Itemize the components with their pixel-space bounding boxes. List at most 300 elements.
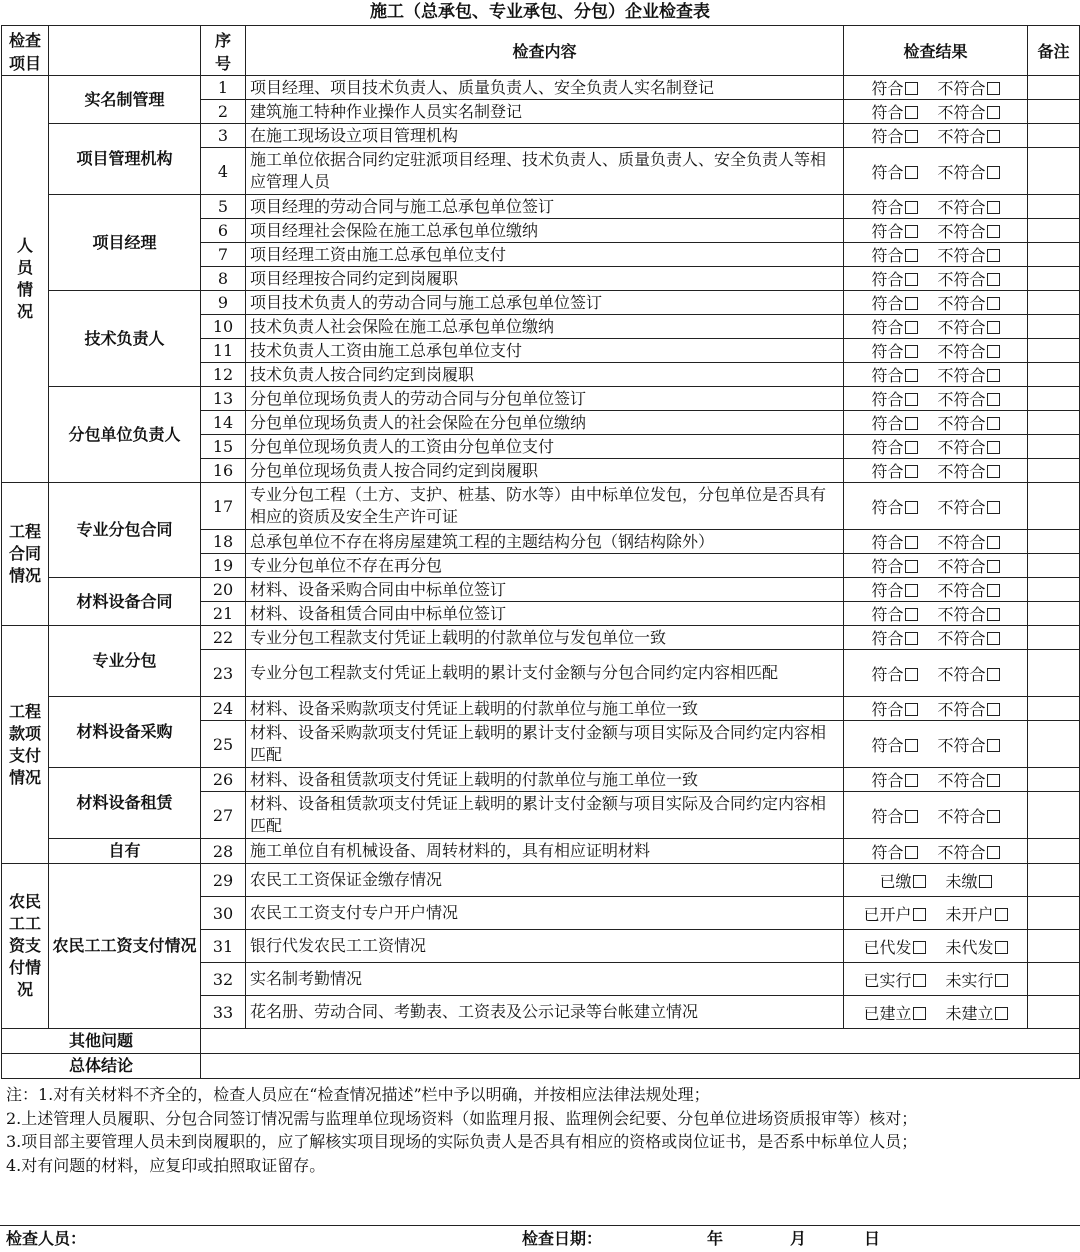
category-cell: 人 员 情 况 bbox=[2, 76, 49, 483]
row-content: 项目经理工资由施工总承包单位支付 bbox=[246, 243, 844, 267]
option-negative: 不符合 bbox=[937, 605, 986, 624]
result-cell bbox=[844, 411, 1028, 435]
row-content: 项目经理的劳动合同与施工总承包单位签订 bbox=[246, 195, 844, 219]
row-content: 分包单位现场负责人的劳动合同与分包单位签订 bbox=[246, 387, 844, 411]
date-label: 检查日期： bbox=[522, 1229, 603, 1248]
row-index: 33 bbox=[201, 996, 246, 1029]
option-positive: 已代发 bbox=[863, 937, 912, 957]
checkbox-negative[interactable] bbox=[987, 166, 1000, 179]
result-cell bbox=[844, 650, 1028, 697]
remark-cell bbox=[1028, 411, 1080, 435]
header-category: 检查 项目 bbox=[2, 26, 49, 76]
row-index: 27 bbox=[201, 792, 246, 839]
subcategory-cell: 农民工工资支付情况 bbox=[49, 864, 201, 1029]
checkbox-positive[interactable] bbox=[905, 739, 918, 752]
checkbox-negative[interactable] bbox=[987, 501, 1000, 514]
remark-cell bbox=[1028, 459, 1080, 483]
table-row bbox=[2, 626, 1080, 650]
subcategory-cell: 专业分包 bbox=[49, 626, 201, 697]
row-content: 建筑施工特种作业操作人员实名制登记 bbox=[246, 100, 844, 124]
year-label: 年 bbox=[707, 1229, 724, 1248]
option-positive: 符合 bbox=[871, 270, 904, 289]
row-index: 20 bbox=[201, 578, 246, 602]
checkbox-positive[interactable] bbox=[905, 106, 918, 119]
row-content: 农民工工资支付专户开户情况 bbox=[246, 897, 844, 930]
checkbox-positive[interactable] bbox=[913, 941, 926, 954]
option-positive: 符合 bbox=[871, 581, 904, 600]
subcategory-cell: 项目管理机构 bbox=[49, 124, 201, 195]
checkbox-positive[interactable] bbox=[905, 560, 918, 573]
table-row bbox=[2, 483, 1080, 530]
row-index: 17 bbox=[201, 483, 246, 530]
row-index: 4 bbox=[201, 148, 246, 195]
row-index: 11 bbox=[201, 339, 246, 363]
result-cell bbox=[844, 554, 1028, 578]
checkbox-negative[interactable] bbox=[987, 584, 1000, 597]
remark-cell bbox=[1028, 363, 1080, 387]
option-positive: 符合 bbox=[871, 771, 904, 790]
checkbox-negative[interactable] bbox=[987, 82, 1000, 95]
option-negative: 不符合 bbox=[937, 390, 986, 409]
subcategory-cell: 材料设备采购 bbox=[49, 697, 201, 768]
option-positive: 符合 bbox=[871, 103, 904, 122]
note-1: 注：1.对有关材料不齐全的，检查人员应在“检查情况描述”栏中予以明确，并按相应法律法规处理； bbox=[6, 1085, 710, 1104]
remark-cell bbox=[1028, 697, 1080, 721]
category-cell: 农民 工工 资支 付情 况 bbox=[2, 864, 49, 1029]
table-row bbox=[2, 291, 1080, 315]
conclusion-field[interactable] bbox=[201, 1054, 1080, 1079]
option-negative: 未开户 bbox=[945, 904, 994, 924]
row-index: 25 bbox=[201, 721, 246, 768]
remark-cell bbox=[1028, 897, 1080, 930]
other-row bbox=[2, 1029, 1080, 1054]
checkbox-positive[interactable] bbox=[905, 441, 918, 454]
subcategory-cell: 实名制管理 bbox=[49, 76, 201, 124]
checkbox-negative[interactable] bbox=[987, 536, 1000, 549]
checkbox-positive[interactable] bbox=[905, 417, 918, 430]
result-cell bbox=[844, 963, 1028, 996]
checkbox-negative[interactable] bbox=[987, 369, 1000, 382]
row-index: 26 bbox=[201, 768, 246, 792]
checkbox-positive[interactable] bbox=[905, 703, 918, 716]
result-cell bbox=[844, 930, 1028, 963]
option-negative: 不符合 bbox=[937, 700, 986, 719]
option-positive: 符合 bbox=[871, 842, 904, 862]
option-positive: 符合 bbox=[871, 438, 904, 457]
remark-cell bbox=[1028, 267, 1080, 291]
table-header-row bbox=[2, 26, 1080, 76]
checkbox-positive[interactable] bbox=[905, 668, 918, 681]
subcategory-cell: 技术负责人 bbox=[49, 291, 201, 387]
checkbox-positive[interactable] bbox=[905, 321, 918, 334]
remark-cell bbox=[1028, 435, 1080, 459]
option-negative: 不符合 bbox=[937, 162, 986, 182]
checkbox-positive[interactable] bbox=[905, 774, 918, 787]
checkbox-positive[interactable] bbox=[913, 875, 926, 888]
option-positive: 已开户 bbox=[863, 904, 912, 924]
option-negative: 不符合 bbox=[937, 497, 986, 517]
month-label: 月 bbox=[790, 1229, 807, 1248]
option-positive: 符合 bbox=[871, 664, 904, 684]
option-positive: 符合 bbox=[871, 79, 904, 98]
option-negative: 不符合 bbox=[937, 270, 986, 289]
result-cell bbox=[844, 626, 1028, 650]
row-index: 5 bbox=[201, 195, 246, 219]
result-cell bbox=[844, 530, 1028, 554]
page-title: 施工（总承包、专业承包、分包）企业检查表 bbox=[370, 2, 710, 22]
checkbox-positive[interactable] bbox=[905, 465, 918, 478]
checkbox-negative[interactable] bbox=[987, 465, 1000, 478]
option-positive: 符合 bbox=[871, 414, 904, 433]
subcategory-cell: 专业分包合同 bbox=[49, 483, 201, 578]
row-content: 材料、设备租赁款项支付凭证上载明的累计支付金额与项目实际及合同约定内容相匹配 bbox=[246, 792, 844, 839]
option-positive: 符合 bbox=[871, 198, 904, 217]
remark-cell bbox=[1028, 602, 1080, 626]
checkbox-negative[interactable] bbox=[995, 1007, 1008, 1020]
row-index: 30 bbox=[201, 897, 246, 930]
option-negative: 不符合 bbox=[937, 629, 986, 648]
row-content: 专业分包工程款支付凭证上载明的累计支付金额与分包合同约定内容相匹配 bbox=[246, 650, 844, 697]
option-positive: 符合 bbox=[871, 629, 904, 648]
option-negative: 未建立 bbox=[945, 1003, 994, 1023]
remark-cell bbox=[1028, 963, 1080, 996]
row-index: 14 bbox=[201, 411, 246, 435]
remark-cell bbox=[1028, 650, 1080, 697]
checkbox-negative[interactable] bbox=[987, 106, 1000, 119]
option-negative: 不符合 bbox=[937, 246, 986, 265]
remark-cell bbox=[1028, 768, 1080, 792]
row-index: 12 bbox=[201, 363, 246, 387]
row-content: 技术负责人工资由施工总承包单位支付 bbox=[246, 339, 844, 363]
result-cell bbox=[844, 721, 1028, 768]
checkbox-positive[interactable] bbox=[905, 249, 918, 262]
remark-cell bbox=[1028, 339, 1080, 363]
remark-cell bbox=[1028, 100, 1080, 124]
checkbox-negative[interactable] bbox=[987, 560, 1000, 573]
option-negative: 不符合 bbox=[937, 414, 986, 433]
option-negative: 不符合 bbox=[937, 318, 986, 337]
checkbox-negative[interactable] bbox=[987, 249, 1000, 262]
remark-cell bbox=[1028, 530, 1080, 554]
checkbox-positive[interactable] bbox=[905, 632, 918, 645]
option-negative: 不符合 bbox=[937, 533, 986, 552]
header-remark: 备注 bbox=[1028, 26, 1080, 76]
other-issues-field[interactable] bbox=[201, 1029, 1080, 1054]
row-content: 专业分包单位不存在再分包 bbox=[246, 554, 844, 578]
checkbox-positive[interactable] bbox=[905, 130, 918, 143]
subcategory-cell: 材料设备合同 bbox=[49, 578, 201, 626]
row-index: 22 bbox=[201, 626, 246, 650]
row-index: 6 bbox=[201, 219, 246, 243]
option-negative: 不符合 bbox=[937, 222, 986, 241]
result-cell bbox=[844, 387, 1028, 411]
result-cell bbox=[844, 124, 1028, 148]
row-content: 项目技术负责人的劳动合同与施工总承包单位签订 bbox=[246, 291, 844, 315]
row-index: 2 bbox=[201, 100, 246, 124]
result-cell bbox=[844, 897, 1028, 930]
row-content: 分包单位现场负责人按合同约定到岗履职 bbox=[246, 459, 844, 483]
checkbox-negative[interactable] bbox=[987, 345, 1000, 358]
checkbox-positive[interactable] bbox=[905, 345, 918, 358]
row-index: 10 bbox=[201, 315, 246, 339]
result-cell bbox=[844, 195, 1028, 219]
option-negative: 不符合 bbox=[937, 462, 986, 481]
row-index: 13 bbox=[201, 387, 246, 411]
option-negative: 不符合 bbox=[937, 198, 986, 217]
row-content: 在施工现场设立项目管理机构 bbox=[246, 124, 844, 148]
remark-cell bbox=[1028, 243, 1080, 267]
remark-cell bbox=[1028, 626, 1080, 650]
option-negative: 不符合 bbox=[937, 664, 986, 684]
checkbox-negative[interactable] bbox=[987, 703, 1000, 716]
row-content: 材料、设备租赁款项支付凭证上载明的付款单位与施工单位一致 bbox=[246, 768, 844, 792]
checkbox-positive[interactable] bbox=[905, 273, 918, 286]
remark-cell bbox=[1028, 148, 1080, 195]
checkbox-negative[interactable] bbox=[987, 441, 1000, 454]
result-cell bbox=[844, 768, 1028, 792]
remark-cell bbox=[1028, 195, 1080, 219]
row-index: 28 bbox=[201, 839, 246, 864]
result-cell bbox=[844, 339, 1028, 363]
checkbox-positive[interactable] bbox=[905, 501, 918, 514]
option-negative: 不符合 bbox=[937, 557, 986, 576]
option-positive: 符合 bbox=[871, 700, 904, 719]
checkbox-positive[interactable] bbox=[905, 225, 918, 238]
row-content: 材料、设备采购款项支付凭证上载明的累计支付金额与项目实际及合同约定内容相匹配 bbox=[246, 721, 844, 768]
result-cell bbox=[844, 839, 1028, 864]
row-index: 31 bbox=[201, 930, 246, 963]
row-content: 项目经理社会保险在施工总承包单位缴纳 bbox=[246, 219, 844, 243]
row-content: 施工单位依据合同约定驻派项目经理、技术负责人、质量负责人、安全负责人等相应管理人员 bbox=[246, 148, 844, 195]
option-negative: 未缴 bbox=[945, 871, 978, 891]
option-positive: 符合 bbox=[871, 246, 904, 265]
table-row bbox=[2, 387, 1080, 411]
remark-cell bbox=[1028, 315, 1080, 339]
inspection-table bbox=[1, 25, 1080, 1079]
conclusion-row bbox=[2, 1054, 1080, 1079]
checkbox-negative[interactable] bbox=[987, 225, 1000, 238]
option-negative: 不符合 bbox=[937, 581, 986, 600]
header-result: 检查结果 bbox=[844, 26, 1028, 76]
row-content: 实名制考勤情况 bbox=[246, 963, 844, 996]
option-positive: 符合 bbox=[871, 162, 904, 182]
option-negative: 不符合 bbox=[937, 806, 986, 826]
row-index: 32 bbox=[201, 963, 246, 996]
table-row bbox=[2, 697, 1080, 721]
checkbox-negative[interactable] bbox=[987, 739, 1000, 752]
table-row bbox=[2, 864, 1080, 897]
option-positive: 符合 bbox=[871, 462, 904, 481]
result-cell bbox=[844, 243, 1028, 267]
result-cell bbox=[844, 459, 1028, 483]
checkbox-positive[interactable] bbox=[905, 82, 918, 95]
row-content: 项目经理按合同约定到岗履职 bbox=[246, 267, 844, 291]
checkbox-negative[interactable] bbox=[987, 632, 1000, 645]
option-negative: 不符合 bbox=[937, 294, 986, 313]
checkbox-positive[interactable] bbox=[905, 201, 918, 214]
table-row bbox=[2, 195, 1080, 219]
checkbox-negative[interactable] bbox=[987, 321, 1000, 334]
option-positive: 符合 bbox=[871, 222, 904, 241]
checkbox-negative[interactable] bbox=[987, 130, 1000, 143]
option-positive: 已建立 bbox=[863, 1003, 912, 1023]
remark-cell bbox=[1028, 76, 1080, 100]
option-positive: 符合 bbox=[871, 294, 904, 313]
checkbox-positive[interactable] bbox=[905, 810, 918, 823]
checkbox-negative[interactable] bbox=[995, 974, 1008, 987]
row-content: 花名册、劳动合同、考勤表、工资表及公示记录等台帐建立情况 bbox=[246, 996, 844, 1029]
row-content: 分包单位现场负责人的社会保险在分包单位缴纳 bbox=[246, 411, 844, 435]
category-cell: 工程 款项 支付 情况 bbox=[2, 626, 49, 864]
remark-cell bbox=[1028, 124, 1080, 148]
row-index: 7 bbox=[201, 243, 246, 267]
remark-cell bbox=[1028, 219, 1080, 243]
option-negative: 未代发 bbox=[945, 937, 994, 957]
remark-cell bbox=[1028, 291, 1080, 315]
checkbox-negative[interactable] bbox=[979, 875, 992, 888]
option-positive: 符合 bbox=[871, 533, 904, 552]
row-content: 材料、设备采购款项支付凭证上载明的付款单位与施工单位一致 bbox=[246, 697, 844, 721]
conclusion-label: 总体结论 bbox=[2, 1054, 201, 1079]
row-content: 材料、设备租赁合同由中标单位签订 bbox=[246, 602, 844, 626]
checkbox-positive[interactable] bbox=[905, 584, 918, 597]
subcategory-cell: 项目经理 bbox=[49, 195, 201, 291]
option-negative: 不符合 bbox=[937, 366, 986, 385]
row-index: 29 bbox=[201, 864, 246, 897]
result-cell bbox=[844, 578, 1028, 602]
row-index: 3 bbox=[201, 124, 246, 148]
checkbox-positive[interactable] bbox=[905, 608, 918, 621]
subcategory-cell: 分包单位负责人 bbox=[49, 387, 201, 483]
remark-cell bbox=[1028, 554, 1080, 578]
option-negative: 不符合 bbox=[937, 342, 986, 361]
option-negative: 不符合 bbox=[937, 438, 986, 457]
option-positive: 已实行 bbox=[863, 970, 912, 990]
checkbox-negative[interactable] bbox=[987, 846, 1000, 859]
row-index: 24 bbox=[201, 697, 246, 721]
result-cell bbox=[844, 291, 1028, 315]
result-cell bbox=[844, 483, 1028, 530]
checkbox-negative[interactable] bbox=[987, 608, 1000, 621]
row-content: 技术负责人按合同约定到岗履职 bbox=[246, 363, 844, 387]
checkbox-negative[interactable] bbox=[987, 393, 1000, 406]
option-positive: 符合 bbox=[871, 557, 904, 576]
checkbox-negative[interactable] bbox=[987, 668, 1000, 681]
option-negative: 不符合 bbox=[937, 842, 986, 862]
note-3: 3.项目部主要管理人员未到岗履职的，应了解核实项目现场的实际负责人是否具有相应的资格或岗位证书，是否系中标单位人员； bbox=[6, 1132, 918, 1151]
remark-cell bbox=[1028, 864, 1080, 897]
row-index: 1 bbox=[201, 76, 246, 100]
row-index: 15 bbox=[201, 435, 246, 459]
option-positive: 符合 bbox=[871, 342, 904, 361]
row-content: 银行代发农民工工资情况 bbox=[246, 930, 844, 963]
table-row bbox=[2, 839, 1080, 864]
option-positive: 符合 bbox=[871, 735, 904, 755]
notes bbox=[0, 1079, 1080, 1225]
remark-cell bbox=[1028, 387, 1080, 411]
row-index: 21 bbox=[201, 602, 246, 626]
result-cell bbox=[844, 315, 1028, 339]
option-negative: 未实行 bbox=[945, 970, 994, 990]
checkbox-negative[interactable] bbox=[987, 201, 1000, 214]
checkbox-negative[interactable] bbox=[987, 297, 1000, 310]
result-cell bbox=[844, 996, 1028, 1029]
remark-cell bbox=[1028, 483, 1080, 530]
checkbox-negative[interactable] bbox=[987, 417, 1000, 430]
row-index: 9 bbox=[201, 291, 246, 315]
checkbox-positive[interactable] bbox=[905, 369, 918, 382]
option-negative: 不符合 bbox=[937, 127, 986, 146]
checkbox-negative[interactable] bbox=[987, 810, 1000, 823]
checkbox-negative[interactable] bbox=[987, 273, 1000, 286]
checkbox-positive[interactable] bbox=[905, 166, 918, 179]
checkbox-negative[interactable] bbox=[995, 908, 1008, 921]
row-index: 16 bbox=[201, 459, 246, 483]
row-index: 23 bbox=[201, 650, 246, 697]
checkbox-positive[interactable] bbox=[913, 974, 926, 987]
result-cell bbox=[844, 219, 1028, 243]
row-content: 分包单位现场负责人的工资由分包单位支付 bbox=[246, 435, 844, 459]
option-negative: 不符合 bbox=[937, 735, 986, 755]
remark-cell bbox=[1028, 578, 1080, 602]
result-cell bbox=[844, 602, 1028, 626]
row-content: 专业分包工程（土方、支护、桩基、防水等）由中标单位发包，分包单位是否具有相应的资质及安全生产许可证 bbox=[246, 483, 844, 530]
footer bbox=[0, 1225, 1080, 1252]
option-negative: 不符合 bbox=[937, 103, 986, 122]
row-content: 总承包单位不存在将房屋建筑工程的主题结构分包（钢结构除外） bbox=[246, 530, 844, 554]
row-index: 18 bbox=[201, 530, 246, 554]
checkbox-negative[interactable] bbox=[995, 941, 1008, 954]
row-content: 施工单位自有机械设备、周转材料的，具有相应证明材料 bbox=[246, 839, 844, 864]
result-cell bbox=[844, 697, 1028, 721]
option-positive: 符合 bbox=[871, 497, 904, 517]
result-cell bbox=[844, 267, 1028, 291]
category-cell: 工程 合同 情况 bbox=[2, 483, 49, 626]
option-positive: 符合 bbox=[871, 390, 904, 409]
result-cell bbox=[844, 76, 1028, 100]
checkbox-positive[interactable] bbox=[905, 393, 918, 406]
other-issues-label: 其他问题 bbox=[2, 1029, 201, 1054]
header-content: 检查内容 bbox=[246, 26, 844, 76]
option-positive: 符合 bbox=[871, 366, 904, 385]
note-4: 4.对有问题的材料，应复印或拍照取证留存。 bbox=[6, 1155, 326, 1175]
header-index: 序 号 bbox=[201, 26, 246, 76]
subcategory-cell: 材料设备租赁 bbox=[49, 768, 201, 839]
result-cell bbox=[844, 100, 1028, 124]
checkbox-positive[interactable] bbox=[905, 297, 918, 310]
option-positive: 符合 bbox=[871, 605, 904, 624]
row-index: 8 bbox=[201, 267, 246, 291]
option-positive: 符合 bbox=[871, 806, 904, 826]
checkbox-positive[interactable] bbox=[905, 536, 918, 549]
option-positive: 符合 bbox=[871, 318, 904, 337]
checkbox-positive[interactable] bbox=[913, 1007, 926, 1020]
result-cell bbox=[844, 864, 1028, 897]
inspector-label: 检查人员： bbox=[6, 1229, 87, 1248]
checkbox-negative[interactable] bbox=[987, 774, 1000, 787]
checkbox-positive[interactable] bbox=[905, 846, 918, 859]
row-content: 专业分包工程款支付凭证上载明的付款单位与发包单位一致 bbox=[246, 626, 844, 650]
result-cell bbox=[844, 792, 1028, 839]
table-row bbox=[2, 578, 1080, 602]
option-positive: 符合 bbox=[871, 127, 904, 146]
table-row bbox=[2, 768, 1080, 792]
checkbox-positive[interactable] bbox=[913, 908, 926, 921]
remark-cell bbox=[1028, 792, 1080, 839]
row-content: 技术负责人社会保险在施工总承包单位缴纳 bbox=[246, 315, 844, 339]
option-positive: 已缴 bbox=[879, 871, 912, 891]
row-content: 材料、设备采购合同由中标单位签订 bbox=[246, 578, 844, 602]
